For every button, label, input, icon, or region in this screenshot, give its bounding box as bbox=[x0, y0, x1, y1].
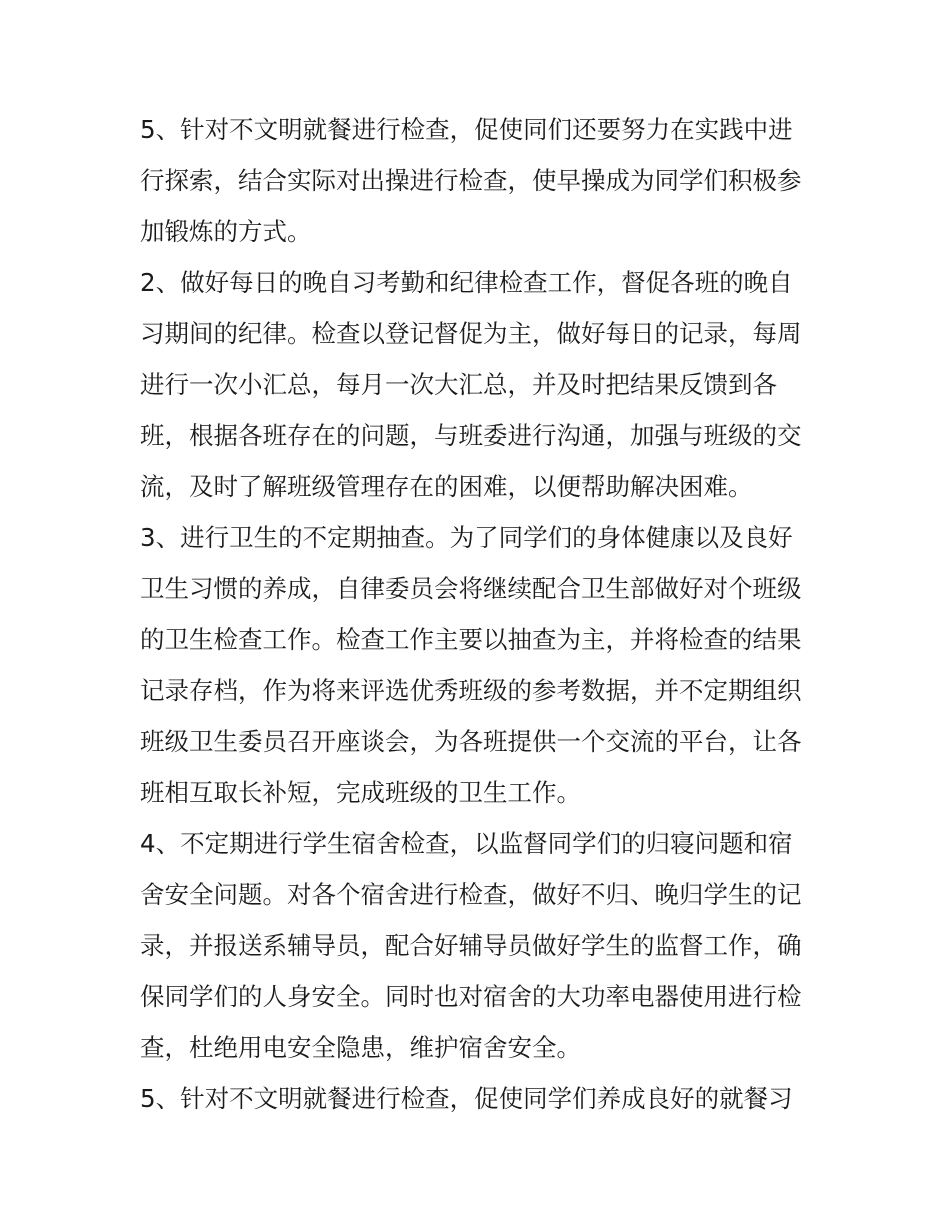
text-line: 舍安全问题。对各个宿舍进行检查，做好不归、晚归学生的记 bbox=[140, 880, 802, 909]
text-line: 2、做好每日的晚自习考勤和纪律检查工作，督促各班的晚自 bbox=[140, 268, 793, 297]
text-line: 班，根据各班存在的问题，与班委进行沟通，加强与班级的交 bbox=[140, 421, 802, 450]
text-line: 查，杜绝用电安全隐患，维护宿舍安全。 bbox=[140, 1033, 581, 1062]
text-line: 5、针对不文明就餐进行检查，促使同们还要努力在实践中进 bbox=[140, 115, 793, 144]
text-line: 加锻炼的方式。 bbox=[140, 217, 312, 246]
text-line: 班相互取长补短，完成班级的卫生工作。 bbox=[140, 778, 581, 807]
text-line: 流，及时了解班级管理存在的困难，以便帮助解决困难。 bbox=[140, 472, 753, 501]
text-line: 班级卫生委员召开座谈会，为各班提供一个交流的平台，让各 bbox=[140, 727, 802, 756]
text-line: 3、进行卫生的不定期抽查。为了同学们的身体健康以及良好 bbox=[140, 523, 793, 552]
text-line: 卫生习惯的养成，自律委员会将继续配合卫生部做好对个班级 bbox=[140, 574, 802, 603]
text-line: 5、针对不文明就餐进行检查，促使同学们养成良好的就餐习 bbox=[140, 1084, 793, 1113]
text-line: 记录存档，作为将来评选优秀班级的参考数据，并不定期组织 bbox=[140, 676, 802, 705]
text-line: 行探索，结合实际对出操进行检查，使早操成为同学们积极参 bbox=[140, 166, 802, 195]
text-line: 习期间的纪律。检查以登记督促为主，做好每日的记录，每周 bbox=[140, 319, 802, 348]
text-line: 的卫生检查工作。检查工作主要以抽查为主，并将检查的结果 bbox=[140, 625, 802, 654]
text-line: 进行一次小汇总，每月一次大汇总，并及时把结果反馈到各 bbox=[140, 370, 777, 399]
document-body bbox=[140, 104, 820, 1124]
text-line: 录，并报送系辅导员，配合好辅导员做好学生的监督工作，确 bbox=[140, 931, 802, 960]
text-line: 4、不定期进行学生宿舍检查，以监督同学们的归寝问题和宿 bbox=[140, 829, 793, 858]
text-line: 保同学们的人身安全。同时也对宿舍的大功率电器使用进行检 bbox=[140, 982, 802, 1011]
